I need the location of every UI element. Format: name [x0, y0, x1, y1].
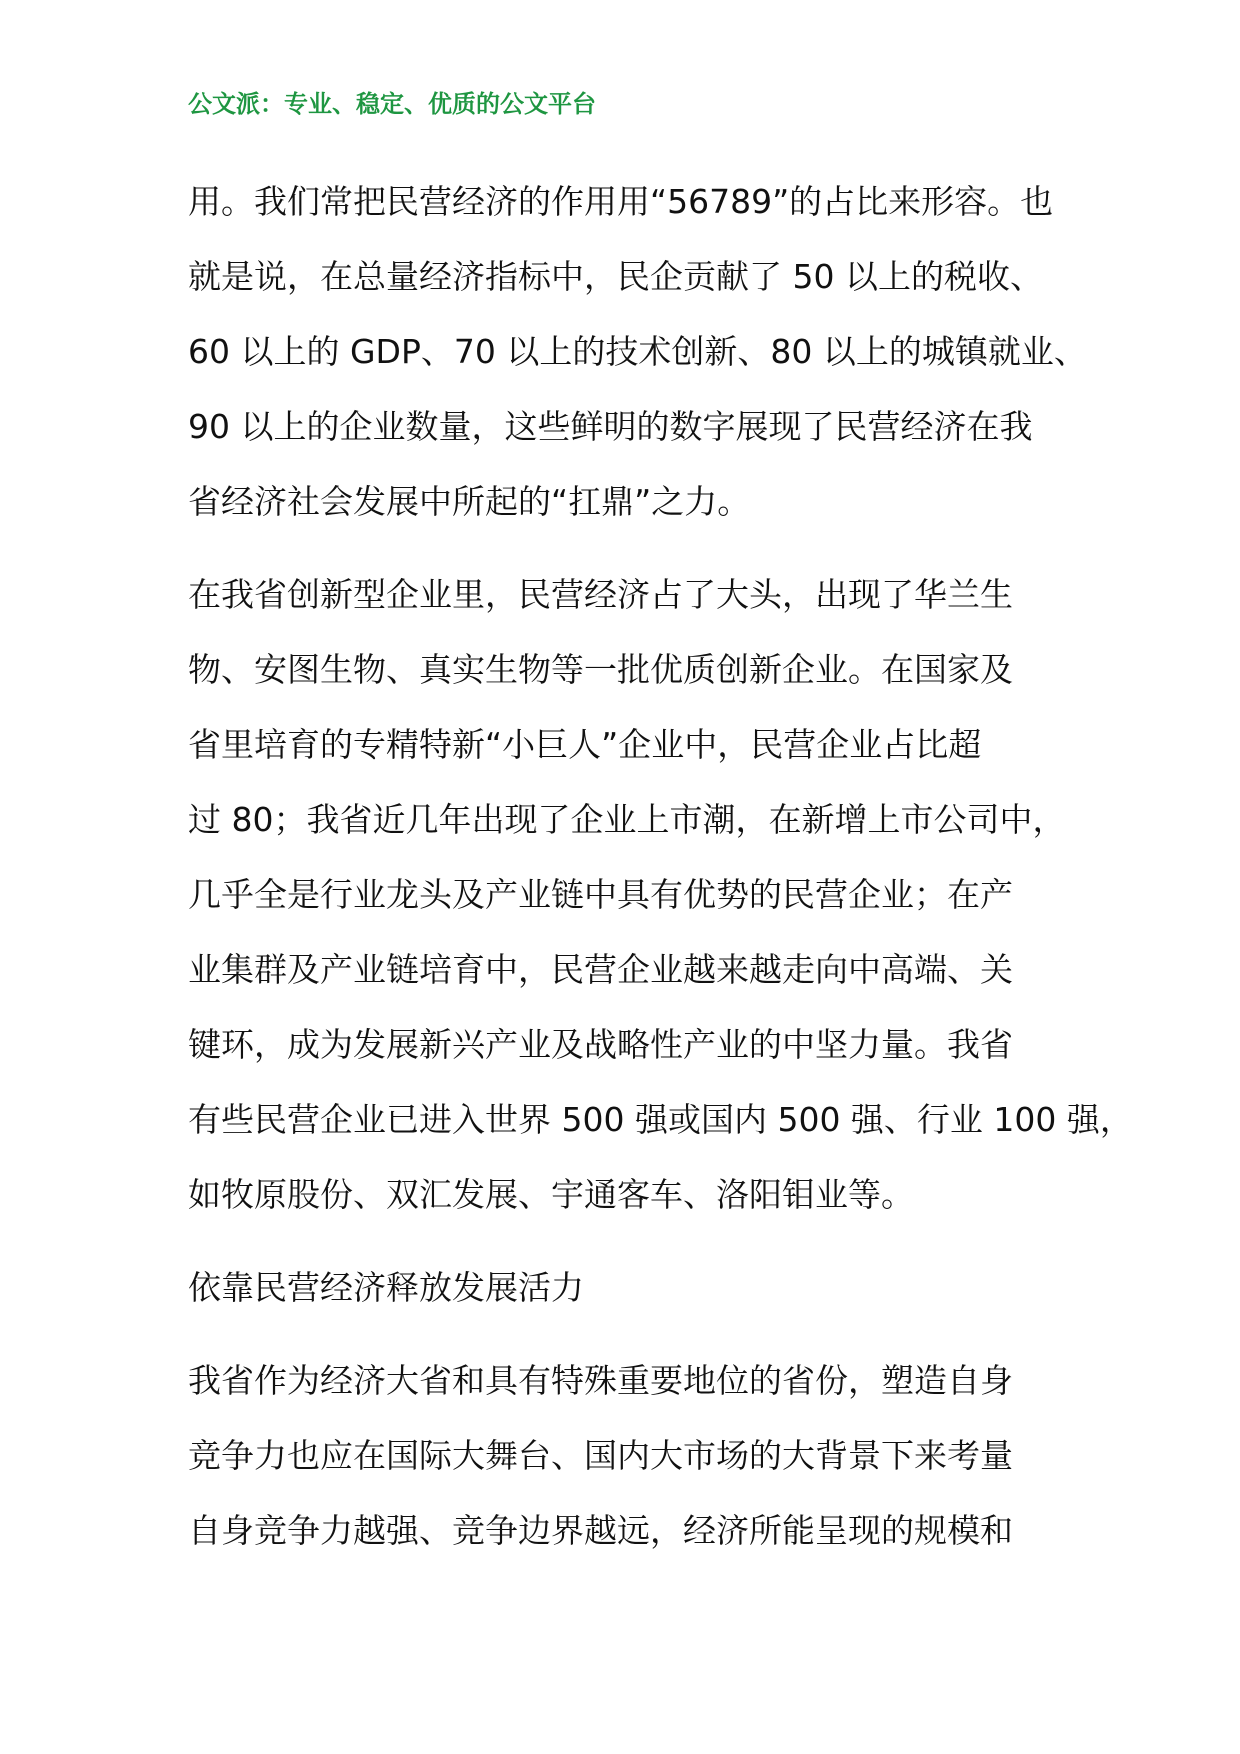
- text-line: 如牧原股份、双汇发展、宇通客车、洛阳钼业等。: [188, 1175, 914, 1214]
- paragraph-3: [188, 1343, 1088, 1568]
- section-heading: [188, 1250, 1088, 1325]
- text-line: 自身竞争力越强、竞争边界越远，经济所能呈现的规模和: [188, 1511, 1013, 1550]
- text-line: 几乎全是行业龙头及产业链中具有优势的民营企业；在产: [188, 875, 1013, 914]
- text-line: 就是说，在总量经济指标中，民企贡献了 50 以上的税收、: [188, 257, 1043, 296]
- paragraph-2: [188, 557, 1133, 1232]
- document-header: 公文派：专业、稳定、优质的公文平台: [188, 89, 596, 118]
- text-line: 过 80；我省近几年出现了企业上市潮，在新增上市公司中，: [188, 800, 1066, 839]
- heading-line: 依靠民营经济释放发展活力: [188, 1268, 584, 1307]
- text-line: 60 以上的 GDP、70 以上的技术创新、80 以上的城镇就业、: [188, 332, 1087, 371]
- text-line: 用。我们常把民营经济的作用用“56789”的占比来形容。也: [188, 182, 1054, 221]
- text-line: 键环，成为发展新兴产业及战略性产业的中坚力量。我省: [188, 1025, 1013, 1064]
- text-line: 有些民营企业已进入世界 500 强或国内 500 强、行业 100 强，: [188, 1100, 1133, 1139]
- text-line: 在我省创新型企业里，民营经济占了大头，出现了华兰生: [188, 575, 1013, 614]
- text-line: 我省作为经济大省和具有特殊重要地位的省份，塑造自身: [188, 1361, 1013, 1400]
- text-line: 竞争力也应在国际大舞台、国内大市场的大背景下来考量: [188, 1436, 1013, 1475]
- text-line: 省经济社会发展中所起的“扛鼎”之力。: [188, 482, 751, 521]
- document-body: [188, 164, 1133, 1586]
- text-line: 业集群及产业链培育中，民营企业越来越走向中高端、关: [188, 950, 1013, 989]
- text-line: 90 以上的企业数量，这些鲜明的数字展现了民营经济在我: [188, 407, 1033, 446]
- paragraph-1: [188, 164, 1088, 539]
- text-line: 物、安图生物、真实生物等一批优质创新企业。在国家及: [188, 650, 1013, 689]
- text-line: 省里培育的专精特新“小巨人”企业中，民营企业占比超: [188, 725, 982, 764]
